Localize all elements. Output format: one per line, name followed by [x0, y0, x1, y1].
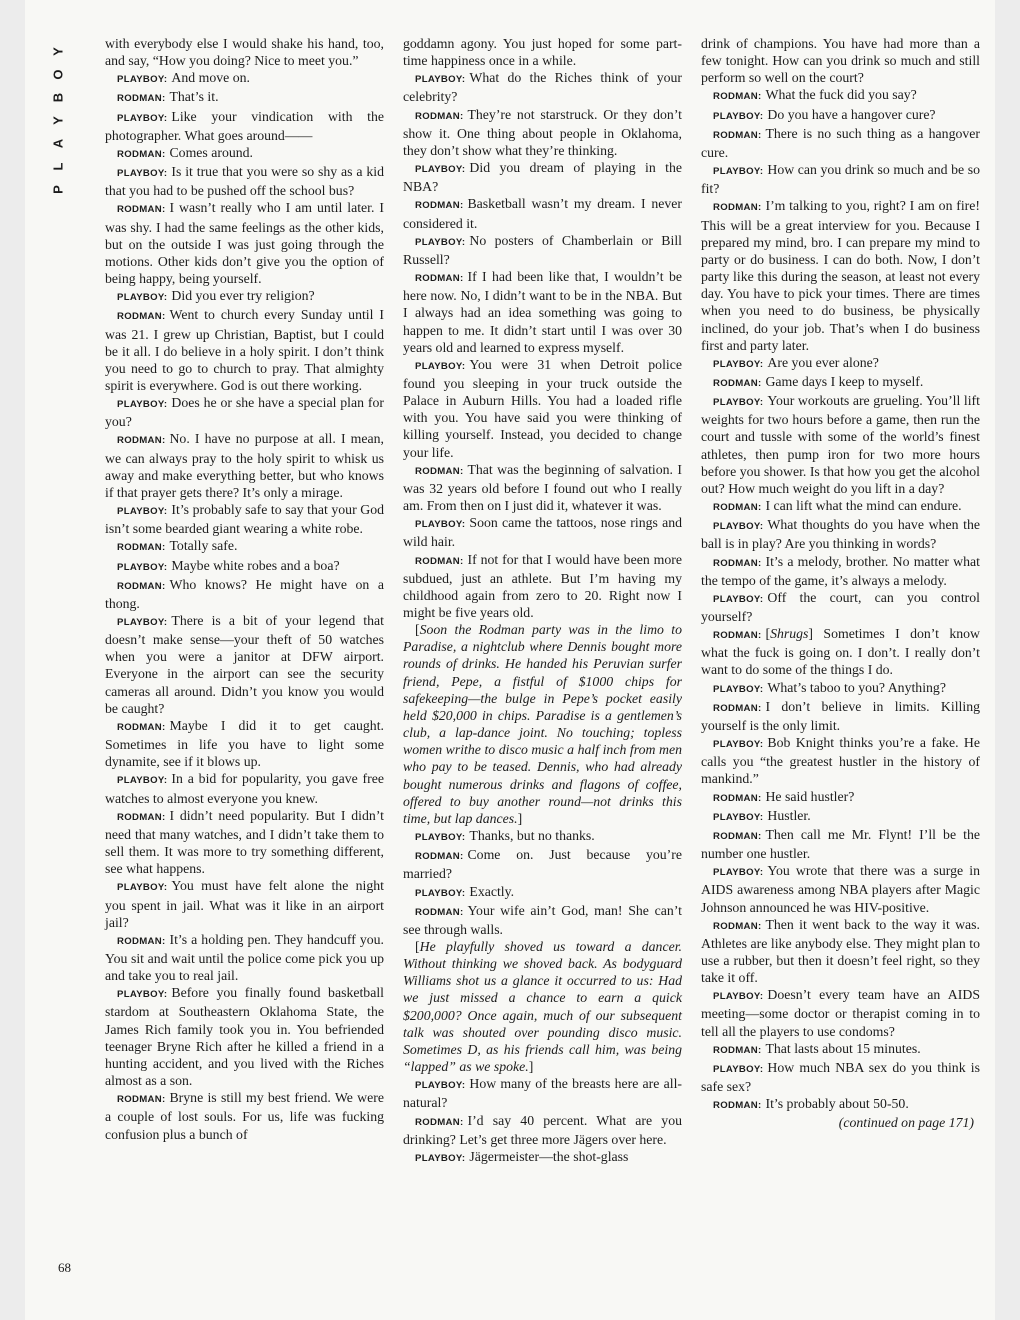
speaker-label: RODMAN:: [117, 1094, 166, 1106]
interview-paragraph: PLAYBOY: In a bid for popularity, you gave free watches to almost everyone you knew.: [105, 771, 384, 806]
speaker-label: PLAYBOY:: [713, 521, 764, 533]
interview-paragraph: RODMAN: Then it went back to the way it was. Athletes are like anybody else. They might plan to use a rubber, but then it doesn’t feel right, so they take it off.: [701, 916, 980, 986]
interview-paragraph: RODMAN: Went to church every Sunday until I was 21. I grew up Christian, Baptist, but I could be it all. I do believe in a holy spirit. I don’t think you need to go to church to pray. That almighty spirit is everywhere. God is out there working.: [105, 307, 384, 393]
speaker-label: RODMAN:: [117, 435, 166, 447]
interview-paragraph: RODMAN: It’s a holding pen. They handcuff you. You sit and wait until the police come pick you up and take you to real jail.: [105, 931, 384, 984]
interview-paragraph: PLAYBOY: No posters of Chamberlain or Bill Russell?: [403, 232, 682, 267]
speaker-label: RODMAN:: [713, 630, 762, 642]
speaker-label: PLAYBOY:: [117, 989, 168, 1001]
interview-paragraph: RODMAN: Who knows? He might have on a thong.: [105, 576, 384, 611]
interview-paragraph: PLAYBOY: Jägermeister—the shot-glass: [415, 1148, 629, 1164]
speaker-label: PLAYBOY:: [713, 739, 764, 751]
interview-paragraph: PLAYBOY: There is a bit of your legend that doesn’t make sense—your theft of 50 watches when you were a janitor at DFW airport. Everyone in the airport can see the security cameras all around. Didn’t you know you would be caught?: [105, 613, 384, 716]
interview-paragraph: RODMAN: There is no such thing as a hangover cure.: [701, 125, 980, 160]
text-column-3: [701, 35, 980, 1132]
interview-paragraph: RODMAN: It’s a melody, brother. No matter what the tempo of the game, it’s always a melody.: [701, 553, 980, 588]
masthead-letter: A: [50, 138, 66, 149]
speaker-label: RODMAN:: [415, 851, 464, 863]
interview-paragraph: RODMAN: I’d say 40 percent. What are you drinking? Let’s get three more Jägers over here.: [403, 1112, 682, 1147]
interview-paragraph: PLAYBOY: You must have felt alone the night you spent in jail. What was it like in an airport jail?: [105, 878, 384, 930]
speaker-label: PLAYBOY:: [415, 887, 466, 899]
speaker-label: PLAYBOY:: [713, 683, 764, 695]
speaker-label: PLAYBOY:: [713, 166, 764, 178]
interview-paragraph: RODMAN: I can lift what the mind can endure.: [713, 498, 962, 514]
speaker-label: PLAYBOY:: [117, 112, 168, 124]
interview-paragraph: RODMAN: Game days I keep to myself.: [713, 373, 924, 389]
interview-paragraph: PLAYBOY: Bob Knight thinks you’re a fake. He calls you “the greatest hustler in the history of mankind.”: [701, 735, 980, 787]
speaker-label: PLAYBOY:: [117, 775, 168, 787]
masthead-letter: Y: [50, 47, 66, 56]
interview-paragraph: RODMAN: That’s it.: [117, 89, 219, 105]
speaker-label: RODMAN:: [415, 200, 464, 212]
speaker-label: PLAYBOY:: [117, 617, 168, 628]
speaker-label: RODMAN:: [713, 830, 762, 842]
interview-paragraph: PLAYBOY: Did you dream of playing in the NBA?: [403, 160, 682, 195]
speaker-label: RODMAN:: [415, 273, 464, 285]
speaker-label: RODMAN:: [415, 110, 464, 122]
interview-paragraph: PLAYBOY: How much NBA sex do you think is safe sex?: [701, 1059, 980, 1095]
speaker-label: PLAYBOY:: [117, 399, 168, 411]
interview-paragraph: PLAYBOY: Do you have a hangover cure?: [713, 106, 936, 122]
speaker-label: PLAYBOY:: [415, 832, 466, 844]
speaker-label: RODMAN:: [117, 93, 166, 105]
speaker-label: PLAYBOY:: [713, 110, 764, 122]
interview-paragraph: PLAYBOY: You were 31 when Detroit police found you sleeping in your truck outside the Palace in Auburn Hills. You had a loaded rifle with you. You have said you were thinking of killing yourself. Instead, you decided to change your life.: [403, 356, 682, 460]
interview-paragraph: PLAYBOY: How can you drink so much and be so fit?: [701, 162, 980, 197]
masthead-letter: Y: [50, 116, 66, 125]
speaker-label: RODMAN:: [713, 792, 762, 804]
interview-paragraph: PLAYBOY: How many of the breasts here are all-natural?: [403, 1076, 682, 1111]
interview-paragraph: PLAYBOY: Are you ever alone?: [713, 354, 879, 370]
speaker-label: RODMAN:: [713, 377, 762, 389]
speaker-label: PLAYBOY:: [713, 991, 764, 1003]
interview-paragraph: RODMAN: Totally safe.: [117, 538, 238, 554]
speaker-label: PLAYBOY:: [415, 164, 466, 176]
narrative-paragraph: [Soon the Rodman party was in the limo to Paradise, a nightclub where Dennis bought more rounds of drinks. He handed his Peruvian surfer friend, Pepe, a fistful of $1000 chips for safekeeping—the bulge in Pepe’s pocket easily held $20,000 in chips. Paradise is a gentlemen’s club, a lap-dance joint. No touching; topless women writhe to disco music a half inch from men who pay to be teased. Dennis, who had already bought numerous drinks and flagons of coffee, offered to buy another round—not drinks this time, but lap dances.]: [403, 622, 682, 826]
speaker-label: RODMAN:: [713, 1044, 762, 1056]
speaker-label: RODMAN:: [415, 555, 464, 567]
interview-paragraph: RODMAN: It’s probably about 50-50.: [713, 1096, 909, 1112]
speaker-label: RODMAN:: [713, 202, 762, 214]
speaker-label: PLAYBOY:: [117, 561, 168, 573]
speaker-label: RODMAN:: [117, 811, 166, 823]
interview-paragraph: PLAYBOY: Exactly.: [415, 883, 515, 899]
interview-paragraph: PLAYBOY: Hustler.: [713, 807, 811, 823]
speaker-label: RODMAN:: [415, 906, 464, 918]
speaker-label: PLAYBOY:: [713, 1063, 764, 1075]
interview-paragraph: RODMAN: Bryne is still my best friend. We were a couple of lost souls. For us, life was fucking confusion plus a bunch of: [105, 1090, 384, 1142]
speaker-label: RODMAN:: [117, 542, 166, 554]
interview-paragraph: PLAYBOY: Soon came the tattoos, nose rings and wild hair.: [403, 515, 682, 550]
interview-paragraph: PLAYBOY: Did you ever try religion?: [117, 288, 315, 304]
interview-paragraph: PLAYBOY: Before you finally found basketball stardom at Southeastern Oklahoma State, the James Rich family took you in. You befriended teenager Bryne Rich after he killed a friend in a hunting accident, and you lived with the Riches almost as a son.: [105, 985, 384, 1089]
interview-paragraph: drink of champions. You have had more than a few tonight. How can you drink so much and still perform so well on the court?: [701, 36, 980, 86]
speaker-label: RODMAN:: [117, 148, 166, 160]
interview-paragraph: PLAYBOY: You wrote that there was a surge in AIDS awareness among NBA players after Magic Johnson announced he was HIV-positive.: [701, 863, 980, 915]
speaker-label: RODMAN:: [117, 580, 166, 592]
speaker-label: RODMAN:: [117, 204, 166, 216]
interview-paragraph: RODMAN: Maybe I did it to get caught. Sometimes in life you have to light some dynamite, see if it blows up.: [105, 717, 384, 770]
interview-paragraph: with everybody else I would shake his hand, too, and say, “How you doing? Nice to meet you.”: [105, 36, 384, 69]
speaker-label: PLAYBOY:: [415, 360, 466, 372]
speaker-label: RODMAN:: [713, 1100, 762, 1112]
interview-paragraph: RODMAN: What the fuck did you say?: [713, 87, 917, 103]
speaker-label: PLAYBOY:: [713, 867, 764, 879]
text-column-2: [403, 35, 682, 1167]
interview-paragraph: RODMAN: If I had been like that, I wouldn’t be here now. No, I didn’t want to be in the NBA. But I always had an idea something was going to happen to me. It didn’t start until I was over 30 years old and learned to express myself.: [403, 269, 682, 355]
interview-paragraph: RODMAN: Basketball wasn’t my dream. I never considered it.: [403, 196, 682, 231]
speaker-label: RODMAN:: [713, 91, 762, 103]
speaker-label: PLAYBOY:: [713, 358, 764, 370]
speaker-label: RODMAN:: [713, 129, 762, 141]
masthead: [49, 40, 67, 201]
interview-paragraph: RODMAN: No. I have no purpose at all. I mean, we can always pray to the holy spirit to whisk us away and make everything better, but who knows if that prayer gets there? It’s only a mirage.: [105, 431, 384, 500]
interview-paragraph: PLAYBOY: What’s taboo to you? Anything?: [713, 679, 946, 695]
interview-paragraph: RODMAN: That was the beginning of salvation. I was 32 years old before I found out who I really am. From then on I just did it, whatever it was.: [403, 461, 682, 514]
page-number: 68: [58, 1260, 71, 1275]
speaker-label: RODMAN:: [713, 920, 762, 932]
interview-paragraph: RODMAN: They’re not starstruck. Or they don’t show it. One thing about people in Oklahoma, they don’t show what they’re thinking.: [403, 106, 682, 158]
interview-paragraph: RODMAN: That lasts about 15 minutes.: [713, 1040, 921, 1056]
speaker-label: RODMAN:: [415, 465, 464, 477]
masthead-letter: P: [50, 185, 66, 194]
interview-paragraph: RODMAN: I don’t believe in limits. Killing yourself is the only limit.: [701, 698, 980, 733]
interview-paragraph: RODMAN: If not for that I would have been more subdued, just an athlete. But I’m having my childhood again from zero to 20. Right now I might be five years old.: [403, 551, 682, 620]
speaker-label: PLAYBOY:: [713, 593, 764, 605]
speaker-label: PLAYBOY:: [415, 1080, 466, 1092]
interview-paragraph: PLAYBOY: Off the court, can you control yourself?: [701, 589, 980, 624]
interview-paragraph: goddamn agony. You just hoped for some part-time happiness once in a while.: [403, 36, 682, 69]
interview-paragraph: RODMAN: Comes around.: [117, 144, 254, 160]
narrative-paragraph: [He playfully shoved us toward a dancer. Without thinking we shoved back. As bodyguard Williams shot us a glance it occurred to us: Had we just missed a chance to earn a quick $200,000? Once again, much of our subsequent talk was shouted over pounding disco music. Sometimes D, as his friends call him, was being “lapped” as we spoke.]: [403, 938, 682, 1075]
speaker-label: RODMAN:: [713, 502, 762, 514]
interview-paragraph: RODMAN: Come on. Just because you’re married?: [403, 847, 682, 882]
interview-paragraph: PLAYBOY: Does he or she have a special plan for you?: [105, 395, 384, 430]
speaker-label: PLAYBOY:: [415, 1152, 466, 1164]
interview-paragraph: PLAYBOY: What do the Riches think of your celebrity?: [403, 70, 682, 105]
speaker-label: PLAYBOY:: [713, 397, 764, 409]
masthead-letter: O: [50, 69, 66, 80]
interview-paragraph: RODMAN: He said hustler?: [713, 788, 855, 804]
interview-paragraph: RODMAN: [Shrugs] Sometimes I don’t know what the fuck is going on. I don’t. I really don’t want to do some of the things I do.: [701, 626, 980, 678]
interview-paragraph: PLAYBOY: Is it true that you were so shy as a kid that you had to be pushed off the school bus?: [105, 164, 384, 199]
speaker-label: RODMAN:: [117, 311, 166, 323]
speaker-label: PLAYBOY:: [117, 168, 168, 180]
speaker-label: PLAYBOY:: [415, 519, 466, 531]
speaker-label: RODMAN:: [713, 557, 762, 569]
speaker-label: PLAYBOY:: [415, 236, 466, 248]
interview-paragraph: PLAYBOY: Your workouts are grueling. You’ll lift weights for two hours before a game, then run the court and tussle with some of the world’s finest athletes, then pump iron for two more hours before you shower. Is that how you get the alcohol out? How much weight do you lift in a day?: [701, 393, 980, 496]
interview-paragraph: RODMAN: Your wife ain’t God, man! She can’t see through walls.: [403, 902, 682, 937]
interview-paragraph: PLAYBOY: Maybe white robes and a boa?: [117, 557, 340, 573]
interview-paragraph: PLAYBOY: Doesn’t every team have an AIDS meeting—some doctor or therapist coming in to tell all the players to use condoms?: [701, 987, 980, 1039]
interview-paragraph: RODMAN: I’m talking to you, right? I am on fire! This will be a great interview for you. Because I prepared my mind, bro. I can prepare my mind to party or do business. I can do both. Now, I don’t party like this during the season, at least not every day. You have to pick your times. There are times when you need to do business, be physically inclined, do your job. That’s when I do business first and party later.: [701, 198, 980, 353]
interview-paragraph: PLAYBOY: It’s probably safe to say that your God isn’t some bearded giant wearing a white robe.: [105, 502, 384, 537]
interview-paragraph: PLAYBOY: Like your vindication with the photographer. What goes around——: [105, 108, 384, 143]
speaker-label: PLAYBOY:: [117, 506, 168, 518]
interview-paragraph: PLAYBOY: Thanks, but no thanks.: [415, 828, 595, 844]
masthead-letter: L: [50, 162, 66, 171]
speaker-label: PLAYBOY:: [415, 74, 466, 86]
speaker-label: PLAYBOY:: [117, 882, 168, 894]
interview-paragraph: PLAYBOY: And move on.: [117, 70, 250, 86]
masthead-letter: B: [50, 92, 66, 103]
speaker-label: PLAYBOY:: [117, 292, 168, 304]
interview-paragraph: RODMAN: Then call me Mr. Flynt! I’ll be the number one hustler.: [701, 826, 980, 862]
text-column-1: [105, 35, 384, 1143]
speaker-label: RODMAN:: [415, 1116, 464, 1128]
speaker-label: PLAYBOY:: [117, 74, 168, 86]
speaker-label: RODMAN:: [713, 702, 762, 714]
interview-paragraph: RODMAN: I wasn’t really who I am until later. I was shy. I had the same feelings as the other kids, but on the outside I was just going through the motions. Other kids don’t give you the option of being happy, being yourself.: [105, 200, 384, 287]
interview-paragraph: PLAYBOY: What thoughts do you have when the ball is in play? Are you thinking in words?: [701, 517, 980, 552]
magazine-page: [25, 0, 995, 1320]
speaker-label: PLAYBOY:: [713, 811, 764, 823]
speaker-label: RODMAN:: [117, 721, 166, 733]
continued-note: (continued on page 171): [838, 1115, 974, 1131]
interview-paragraph: RODMAN: I didn’t need popularity. But I didn’t need that many watches, and I didn’t take them to sell them. It was more to try something different, see what happens.: [105, 807, 384, 877]
speaker-label: RODMAN:: [117, 935, 166, 947]
